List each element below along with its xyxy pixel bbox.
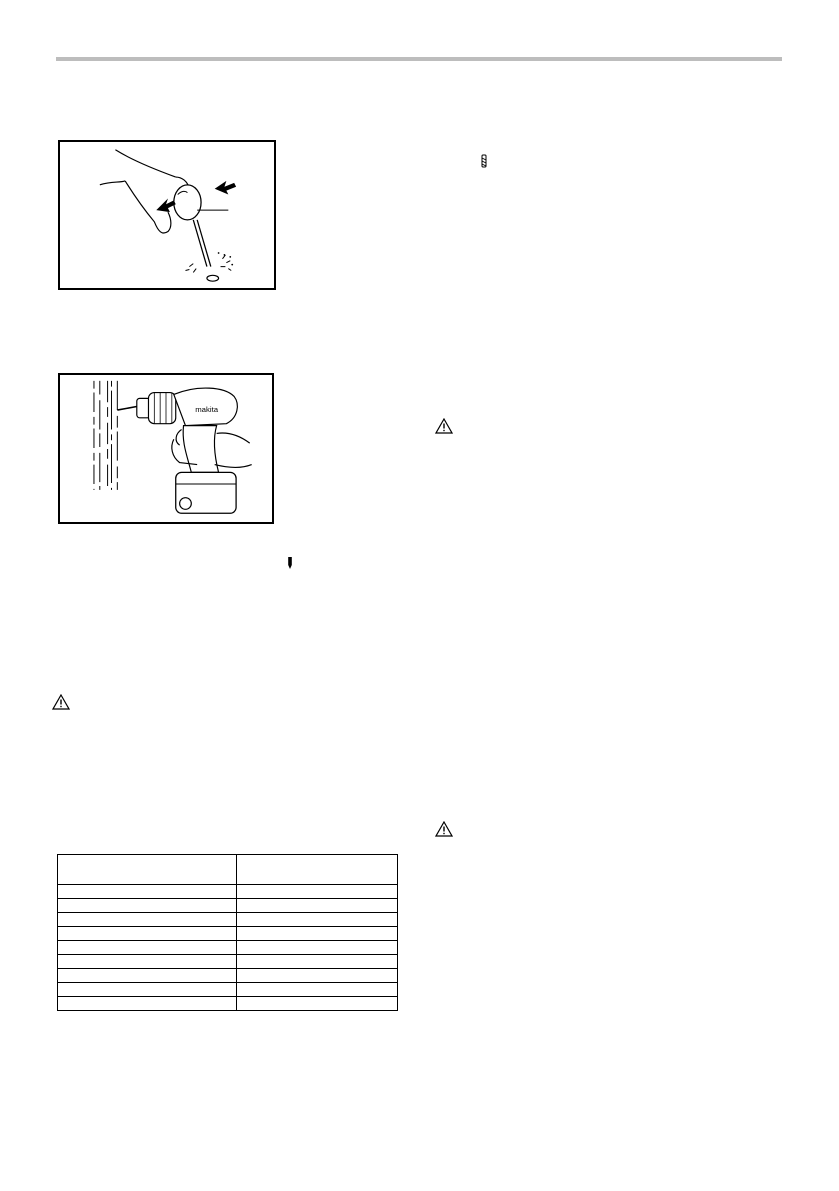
table-cell (237, 913, 398, 927)
warning-triangle-icon (435, 418, 453, 434)
warning-triangle-icon (52, 694, 70, 710)
table-cell (237, 969, 398, 983)
table-cell (58, 955, 237, 969)
table-cell (58, 913, 237, 927)
table-cell (58, 983, 237, 997)
table-cell (237, 997, 398, 1011)
table-row (58, 997, 398, 1011)
table-row (58, 927, 398, 941)
drill-bit-icon (286, 556, 294, 570)
table-header-cell (58, 855, 237, 885)
table-cell (237, 983, 398, 997)
table-cell (237, 955, 398, 969)
table-cell (58, 885, 237, 899)
table-row (58, 983, 398, 997)
table-cell (58, 997, 237, 1011)
svg-text:makita: makita (195, 404, 219, 414)
specification-table (57, 854, 398, 1011)
table-cell (58, 899, 237, 913)
table-row (58, 969, 398, 983)
table-cell (237, 927, 398, 941)
screwdriver-bit-icon (480, 154, 488, 168)
table-row (58, 913, 398, 927)
table-cell (58, 927, 237, 941)
table-row (58, 955, 398, 969)
table-row (58, 899, 398, 913)
cordless-drill-illustration (60, 375, 272, 522)
warning-triangle-icon (435, 821, 453, 837)
table-header-cell (237, 855, 398, 885)
table-header-row (58, 855, 398, 885)
table-row (58, 885, 398, 899)
table-row (58, 941, 398, 955)
table-cell (58, 969, 237, 983)
table-cell (237, 941, 398, 955)
table-cell (58, 941, 237, 955)
blow-out-bulb-illustration (60, 142, 274, 288)
drill-into-wall-figure (58, 373, 274, 524)
header-rule (56, 57, 782, 61)
blow-out-bulb-figure (58, 140, 276, 290)
table-cell (237, 885, 398, 899)
table-cell (237, 899, 398, 913)
